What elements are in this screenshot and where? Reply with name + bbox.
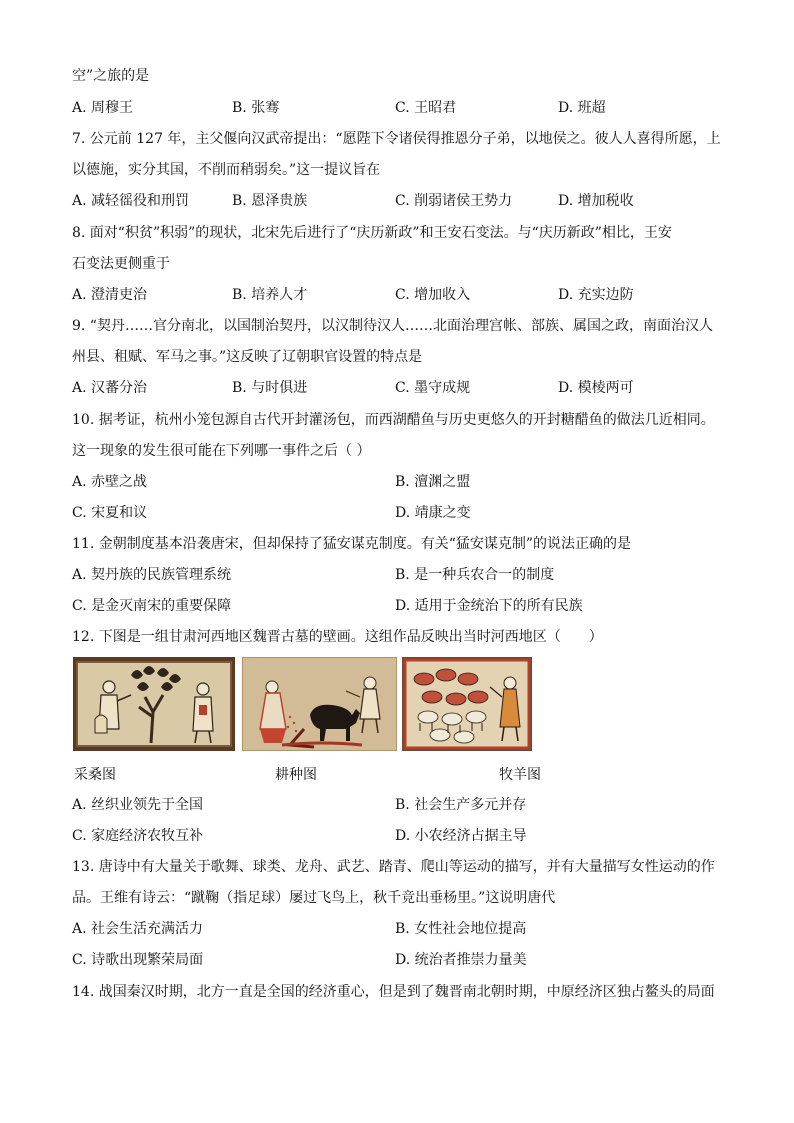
q13-option-b[interactable]: B. 女性社会地位提高 — [395, 921, 527, 937]
q13-option-c[interactable]: C. 诗歌出现繁荣局面 — [72, 952, 204, 968]
q8-option-d[interactable]: D. 充实边防 — [558, 287, 634, 303]
q7-options — [72, 192, 732, 210]
mural-herding-image — [402, 657, 532, 751]
q11-option-c[interactable]: C. 是金灭南宋的重要保障 — [72, 598, 232, 614]
q9-stem-line-2: 州县、租赋、军马之事。”这反映了辽朝职官设置的特点是 — [72, 349, 423, 365]
q6-option-d[interactable]: D. 班超 — [558, 100, 606, 116]
q10-option-b[interactable]: B. 澶渊之盟 — [395, 474, 471, 490]
q7-option-b[interactable]: B. 恩泽贵族 — [232, 193, 308, 209]
q6-options — [72, 99, 732, 117]
q11-stem-line-1: 11. 金朝制度基本沿袭唐宋，但却保持了猛安谋克制度。有关“猛安谋克制”的说法正确的是 — [72, 536, 632, 552]
q14-stem-line-1: 14. 战国秦汉时期，北方一直是全国的经济重心，但是到了魏晋南北朝时期，中原经济区独占鳌头的局面 — [72, 984, 715, 1000]
q7-option-c[interactable]: C. 削弱诸侯王势力 — [395, 193, 513, 209]
q10-options-row-2 — [72, 504, 732, 522]
q13-option-a[interactable]: A. 社会生活充满活力 — [72, 921, 204, 937]
q8-option-a[interactable]: A. 澄清吏治 — [72, 287, 148, 303]
caption-plowing: 耕种图 — [275, 767, 317, 783]
q12-option-b[interactable]: B. 社会生产多元并存 — [395, 797, 527, 813]
q9-stem-line-1: 9. “契丹……官分南北，以国制治契丹，以汉制待汉人……北面治理宫帐、部族、属国之政，南面治汉人 — [72, 318, 713, 334]
q8-option-b[interactable]: B. 培养人才 — [232, 287, 308, 303]
q10-stem-line-1: 10. 据考证，杭州小笼包源自古代开封灌汤包，而西湖醋鱼与历史更悠久的开封糖醋鱼的做法几近相同。 — [72, 412, 715, 428]
q8-stem-line-1: 8. 面对“积贫”积弱”的现状，北宋先后进行了“庆历新政”和王安石变法。与“庆历新政”相比，王安 — [72, 225, 672, 241]
q12-option-c[interactable]: C. 家庭经济农牧互补 — [72, 828, 204, 844]
q9-option-d[interactable]: D. 模棱两可 — [558, 380, 634, 396]
q8-stem-line-2: 石变法更侧重于 — [72, 256, 170, 272]
q12-stem-line-1: 12. 下图是一组甘肃河西地区魏晋古墓的壁画。这组作品反映出当时河西地区（ ） — [72, 629, 603, 645]
q8-option-c[interactable]: C. 增加收入 — [395, 287, 471, 303]
q13-stem-line-2: 品。王维有诗云：“蹴鞠（指足球）屡过飞鸟上，秋千竞出垂杨里。”这说明唐代 — [72, 890, 556, 906]
caption-herding: 牧羊图 — [499, 767, 541, 783]
q9-options — [72, 379, 732, 397]
q10-stem-line-2: 这一现象的发生很可能在下列哪一事件之后（ ） — [72, 443, 371, 459]
q9-option-b[interactable]: B. 与时俱进 — [232, 380, 308, 396]
q11-options-row-2 — [72, 597, 732, 615]
q6-option-b[interactable]: B. 张骞 — [232, 100, 280, 116]
q10-option-c[interactable]: C. 宋夏和议 — [72, 505, 148, 521]
caption-mulberry-picking: 采桑图 — [74, 767, 116, 783]
q13-stem-line-1: 13. 唐诗中有大量关于歌舞、球类、龙舟、武艺、踏青、爬山等运动的描写，并有大量描写女性运动的作 — [72, 859, 715, 875]
q10-options-row-1 — [72, 473, 732, 491]
mural-mulberry-picking-image — [73, 657, 235, 751]
q8-options — [72, 286, 732, 304]
q13-options-row-1 — [72, 920, 732, 938]
q13-option-d[interactable]: D. 统治者推崇力量美 — [395, 952, 527, 968]
q7-stem-line-2: 以德施，实分其国，不削而稍弱矣。”这一提议旨在 — [72, 162, 381, 178]
q10-option-a[interactable]: A. 赤壁之战 — [72, 474, 148, 490]
q12-options-row-1 — [72, 796, 732, 814]
q11-option-b[interactable]: B. 是一种兵农合一的制度 — [395, 567, 555, 583]
q12-option-a[interactable]: A. 丝织业领先于全国 — [72, 797, 204, 813]
q7-option-d[interactable]: D. 增加税收 — [558, 193, 634, 209]
q10-option-d[interactable]: D. 靖康之变 — [395, 505, 471, 521]
sheep-herding-mural — [402, 657, 532, 751]
q6-option-a[interactable]: A. 周穆王 — [72, 100, 134, 116]
q9-option-a[interactable]: A. 汉蕃分治 — [72, 380, 148, 396]
q6-stem-tail: 空”之旅的是 — [72, 68, 150, 84]
q11-option-a[interactable]: A. 契丹族的民族管理系统 — [72, 567, 232, 583]
plowing-mural — [242, 657, 397, 751]
q7-option-a[interactable]: A. 减轻徭役和刑罚 — [72, 193, 190, 209]
q12-options-row-2 — [72, 827, 732, 845]
mulberry-picking-mural — [73, 657, 235, 751]
q7-stem-line-1: 7. 公元前 127 年，主父偃向汉武帝提出：“愿陛下令诸侯得推恩分子弟，以地侯之。彼人人喜得所愿，上 — [72, 131, 721, 147]
q13-options-row-2 — [72, 951, 732, 969]
q12-option-d[interactable]: D. 小农经济占据主导 — [395, 828, 527, 844]
q11-option-d[interactable]: D. 适用于金统治下的所有民族 — [395, 598, 583, 614]
mural-plowing-image — [242, 657, 397, 751]
q9-option-c[interactable]: C. 墨守成规 — [395, 380, 471, 396]
q6-option-c[interactable]: C. 王昭君 — [395, 100, 457, 116]
q11-options-row-1 — [72, 566, 732, 584]
